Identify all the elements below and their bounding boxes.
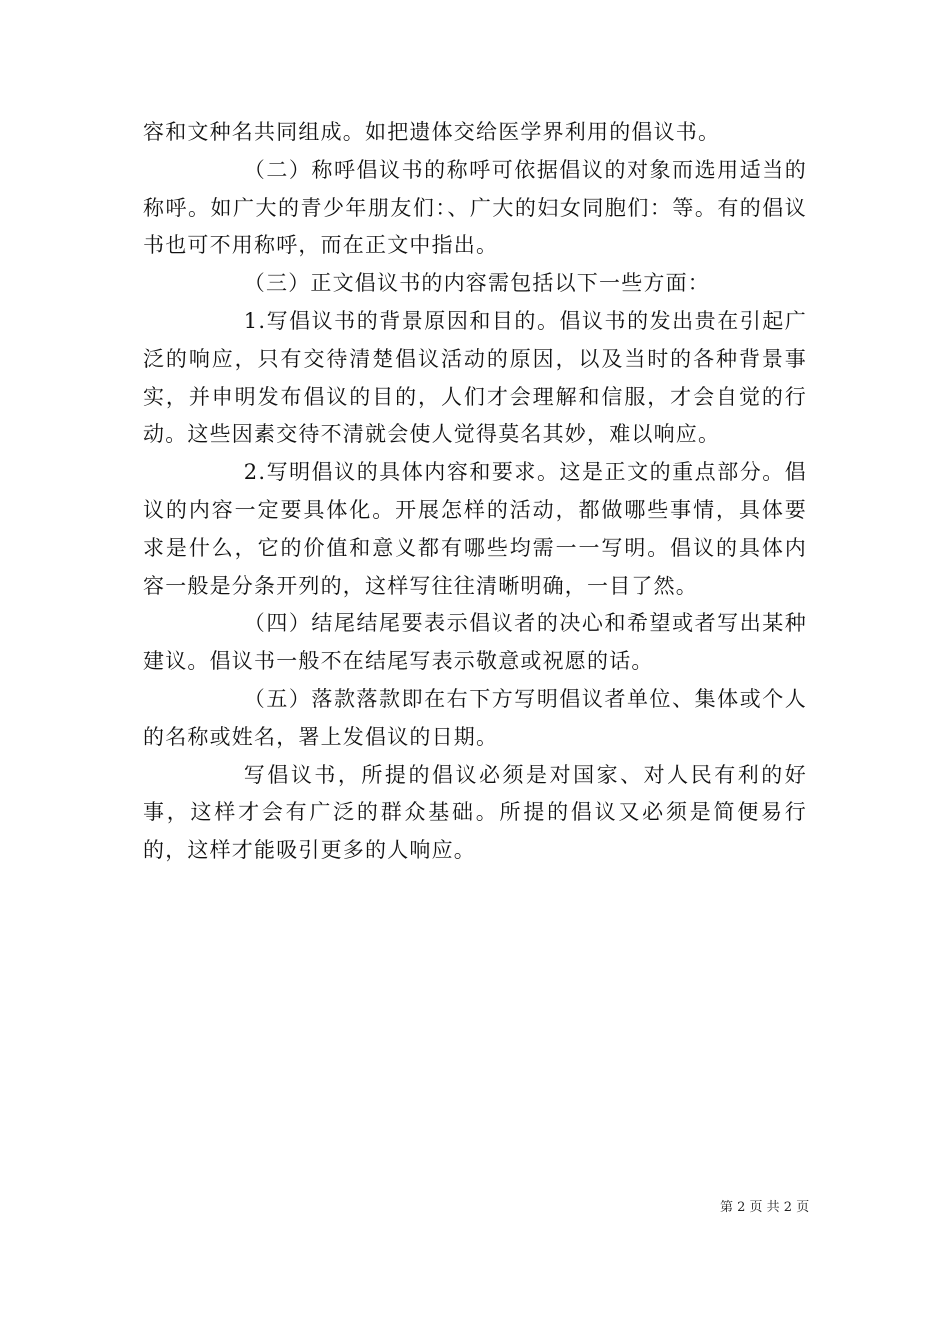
paragraph-point-1: 1.写倡议书的背景原因和目的。倡议书的发出贵在引起广泛的响应，只有交待清楚倡议活动的原因，以及当时的各种背景事实，并申明发布倡议的目的，人们才会理解和信服，才会自觉的行动。这些因素交待不清就会使人觉得莫名其妙，难以响应。 (143, 308, 807, 447)
paragraph-salutation: （二）称呼倡议书的称呼可依据倡议的对象而选用适当的称呼。如广大的青少年朋友们：、广大的妇女同胞们：等。有的倡议书也可不用称呼，而在正文中指出。 (143, 157, 807, 258)
paragraph-signature: （五）落款落款即在右下方写明倡议者单位、集体或个人的名称或姓名，署上发倡议的日期。 (143, 686, 807, 749)
paragraph-body-heading: （三）正文倡议书的内容需包括以下一些方面： (243, 271, 710, 296)
paragraph-closing: （四）结尾结尾要表示倡议者的决心和希望或者写出某种建议。倡议书一般不在结尾写表示敬意或祝愿的话。 (143, 611, 807, 674)
page-number: 第 2 页 共 2 页 (720, 1200, 810, 1215)
paragraph-summary: 写倡议书，所提的倡议必须是对国家、对人民有利的好事，这样才会有广泛的群众基础。所提的倡议又必须是简便易行的，这样才能吸引更多的人响应。 (143, 762, 807, 863)
document-body (143, 114, 807, 870)
paragraph-continuation: 容和文种名共同组成。如把遗体交给医学界利用的倡议书。 (143, 120, 721, 144)
paragraph-point-2: 2.写明倡议的具体内容和要求。这是正文的重点部分。倡议的内容一定要具体化。开展怎样的活动，都做哪些事情，具体要求是什么，它的价值和意义都有哪些均需一一写明。倡议的具体内容一般是分条开列的，这样写往往清晰明确，一目了然。 (143, 460, 807, 598)
